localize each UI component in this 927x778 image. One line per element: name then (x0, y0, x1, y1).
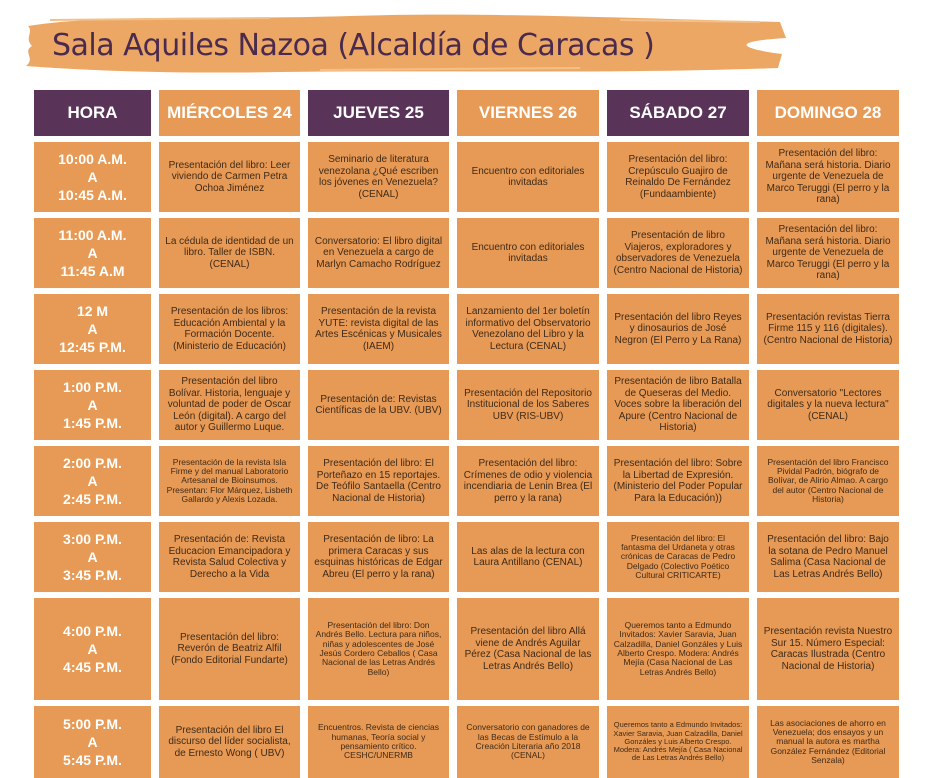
event-cell: Las alas de la lectura con Laura Antillano (CENAL) (457, 522, 599, 592)
event-cell: Presentación de los libros: Educación Ambiental y la Formación Docente. (Ministerio de Educación) (159, 294, 300, 364)
time-end: 1:45 P.M. (63, 415, 122, 432)
event-cell: Presentación de libro: La primera Caracas y sus esquinas históricas de Edgar Abreu (El perro y la rana) (308, 522, 449, 592)
time-separator: A (87, 320, 98, 337)
time-separator: A (87, 640, 98, 657)
event-cell: Presentación del libro: El Porteñazo en 15 reportajes. De Teófilo Santaella (Centro Nacional de Historia) (308, 446, 449, 516)
event-cell: Lanzamiento del 1er boletín informativo del Observatorio Venezolano del Libro y la Lectura (CENAL) (457, 294, 599, 364)
time-slot (34, 522, 151, 592)
time-end: 11:45 A.M (60, 263, 125, 280)
time-slot (34, 706, 151, 778)
header-hora: HORA (34, 90, 151, 136)
event-cell: Presentación del libro: Mañana será historia. Diario urgente de Venezuela de Marco Teruggi (El perro y la rana) (757, 218, 899, 288)
time-separator: A (87, 396, 98, 413)
event-cell: Presentación de: Revistas Científicas de la UBV. (UBV) (308, 370, 449, 440)
time-slot (34, 218, 151, 288)
event-cell: Presentación del libro: Crímenes de odio y violencia incendiaria de Lenin Brea (El perro y la rana) (457, 446, 599, 516)
time-start: 2:00 P.M. (63, 454, 122, 471)
time-start: 3:00 P.M. (63, 530, 122, 547)
title-banner (20, 8, 790, 78)
time-slot (34, 370, 151, 440)
event-cell: Encuentro con editoriales invitadas (457, 142, 599, 212)
event-cell: Encuentros. Revista de ciencias humanas, Teoría social y pensamiento crítico. CESHC/UNERMB (308, 706, 449, 778)
event-cell: Presentación del libro Bolívar. Historia, lenguaje y voluntad de poder de Oscar León (digital). A cargo del autor y Guillermo Luque. (159, 370, 300, 440)
event-cell: Presentación de libro Batalla de Queseras del Medio. Voces sobre la liberación del Apure (Centro Nacional de Historia) (607, 370, 749, 440)
event-cell: Presentación del libro Reyes y dinosaurios de José Negron (El Perro y La Rana) (607, 294, 749, 364)
event-cell: Presentación del libro: Reverón de Beatriz Alfil (Fondo Editorial Fundarte) (159, 598, 300, 700)
event-cell: Presentación del libro: Leer viviendo de Carmen Petra Ochoa Jiménez (159, 142, 300, 212)
time-slot (34, 598, 151, 700)
header-viernes: VIERNES 26 (457, 90, 599, 136)
time-start: 4:00 P.M. (63, 622, 122, 639)
time-separator: A (87, 168, 98, 185)
event-cell: Presentación del libro: Mañana será historia. Diario urgente de Venezuela de Marco Teruggi (El perro y la rana) (757, 142, 899, 212)
header-domingo: DOMINGO 28 (757, 90, 899, 136)
event-cell: Presentación de: Revista Educacion Emancipadora y Revista Salud Colectiva y Derecho a la Vida (159, 522, 300, 592)
event-cell: Presentación del libro Allá viene de Andrés Aguilar Pérez (Casa Nacional de las Letras Andrés Bello) (457, 598, 599, 700)
event-cell: Presentación del libro: Crepúsculo Guajiro de Reinaldo De Fernández (Fundaambiente) (607, 142, 749, 212)
event-cell: Queremos tanto a Edmundo Invitados: Xavier Saravia, Juan Calzadilla, Daniel Gonzáles y Luis Alberto Crespo. Modera: Andrés Mejía ( Casa Nacional de Las Letras Andrés Bello) (607, 706, 749, 778)
event-cell: Presentación del Repositorio Institucional de los Saberes UBV (RIS-UBV) (457, 370, 599, 440)
event-cell: Conversatorio con ganadores de las Becas de Estímulo a la Creación Literaria año 2018 (CENAL) (457, 706, 599, 778)
event-cell: Presentación revista Nuestro Sur 15. Número Especial: Caracas Ilustrada (Centro Nacional de Historia) (757, 598, 899, 700)
time-separator: A (87, 244, 98, 261)
event-cell: Queremos tanto a Edmundo Invitados: Xavier Saravia, Juan Calzadilla, Daniel Gonzáles y Luis Alberto Crespo. Modera: Andrés Mejía (Casa Nacional de Las Letras Andrés Bello) (607, 598, 749, 700)
event-cell: Seminario de literatura venezolana ¿Qué escriben los jóvenes en Venezuela? (CENAL) (308, 142, 449, 212)
header-sabado: SÁBADO 27 (607, 90, 749, 136)
time-separator: A (87, 548, 98, 565)
event-cell: Presentación del libro El discurso del líder socialista, de Ernesto Wong ( UBV) (159, 706, 300, 778)
time-slot (34, 294, 151, 364)
event-cell: Presentación del libro: El fantasma del Urdaneta y otras crónicas de Caracas de Pedro Delgado (Colectivo Poético Cultural CRITICARTE) (607, 522, 749, 592)
event-cell: Presentación de la revista YUTE: revista digital de las Artes Escénicas y Musicales (IAEM) (308, 294, 449, 364)
time-separator: A (87, 733, 98, 750)
event-cell: Conversatorio "Lectores digitales y la nueva lectura" (CENAL) (757, 370, 899, 440)
time-end: 4:45 P.M. (63, 659, 122, 676)
event-cell: Presentación del libro: Bajo la sotana de Pedro Manuel Salima (Casa Nacional de Las Letras Andrés Bello) (757, 522, 899, 592)
header-miercoles: MIÉRCOLES 24 (159, 90, 300, 136)
event-cell: La cédula de identidad de un libro. Taller de ISBN. (CENAL) (159, 218, 300, 288)
schedule-table (34, 90, 899, 778)
event-cell: Presentación revistas Tierra Firme 115 y 116 (digitales). (Centro Nacional de Historia) (757, 294, 899, 364)
time-separator: A (87, 472, 98, 489)
event-cell: Presentación del libro: Sobre la Libertad de Expresión. (Ministerio del Poder Popular Para la Educación)) (607, 446, 749, 516)
time-end: 12:45 P.M. (59, 339, 126, 356)
time-start: 5:00 P.M. (63, 715, 122, 732)
event-cell: Presentación de la revista Isla Firme y del manual Laboratorio Artesanal de Bioinsumos. Presentan: Flor Márquez, Lisbeth Gallardo y Alexis Lozada. (159, 446, 300, 516)
event-cell: Conversatorio: El libro digital en Venezuela a cargo de Marlyn Camacho Rodríguez (308, 218, 449, 288)
header-jueves: JUEVES 25 (308, 90, 449, 136)
time-start: 1:00 P.M. (63, 378, 122, 395)
event-cell: Presentación del libro: Don Andrés Bello. Lectura para niños, niñas y adolescentes de José Jesús Cordero Ceballos ( Casa Nacional de las Letras Andrés Bello) (308, 598, 449, 700)
time-end: 3:45 P.M. (63, 567, 122, 584)
event-cell: Presentación del libro Francisco Pividal Padrón, biógrafo de Bolívar, de Alirio Almao. A cargo del autor (Centro Nacional de Historia) (757, 446, 899, 516)
time-end: 2:45 P.M. (63, 491, 122, 508)
time-end: 10:45 A.M. (58, 187, 127, 204)
time-start: 12 M (76, 302, 109, 319)
time-slot (34, 142, 151, 212)
time-end: 5:45 P.M. (63, 752, 122, 769)
time-start: 10:00 A.M. (58, 150, 127, 167)
time-slot (34, 446, 151, 516)
event-cell: Presentación de libro Viajeros, exploradores y observadores de Venezuela (Centro Nacional de Historia) (607, 218, 749, 288)
page-title: Sala Aquiles Nazoa (Alcaldía de Caracas ) (52, 28, 655, 63)
event-cell: Las asociaciones de ahorro en Venezuela; dos ensayos y un manual la autora es martha González Fernández (Editorial Senzala) (757, 706, 899, 778)
event-cell: Encuentro con editoriales invitadas (457, 218, 599, 288)
time-start: 11:00 A.M. (58, 226, 127, 243)
